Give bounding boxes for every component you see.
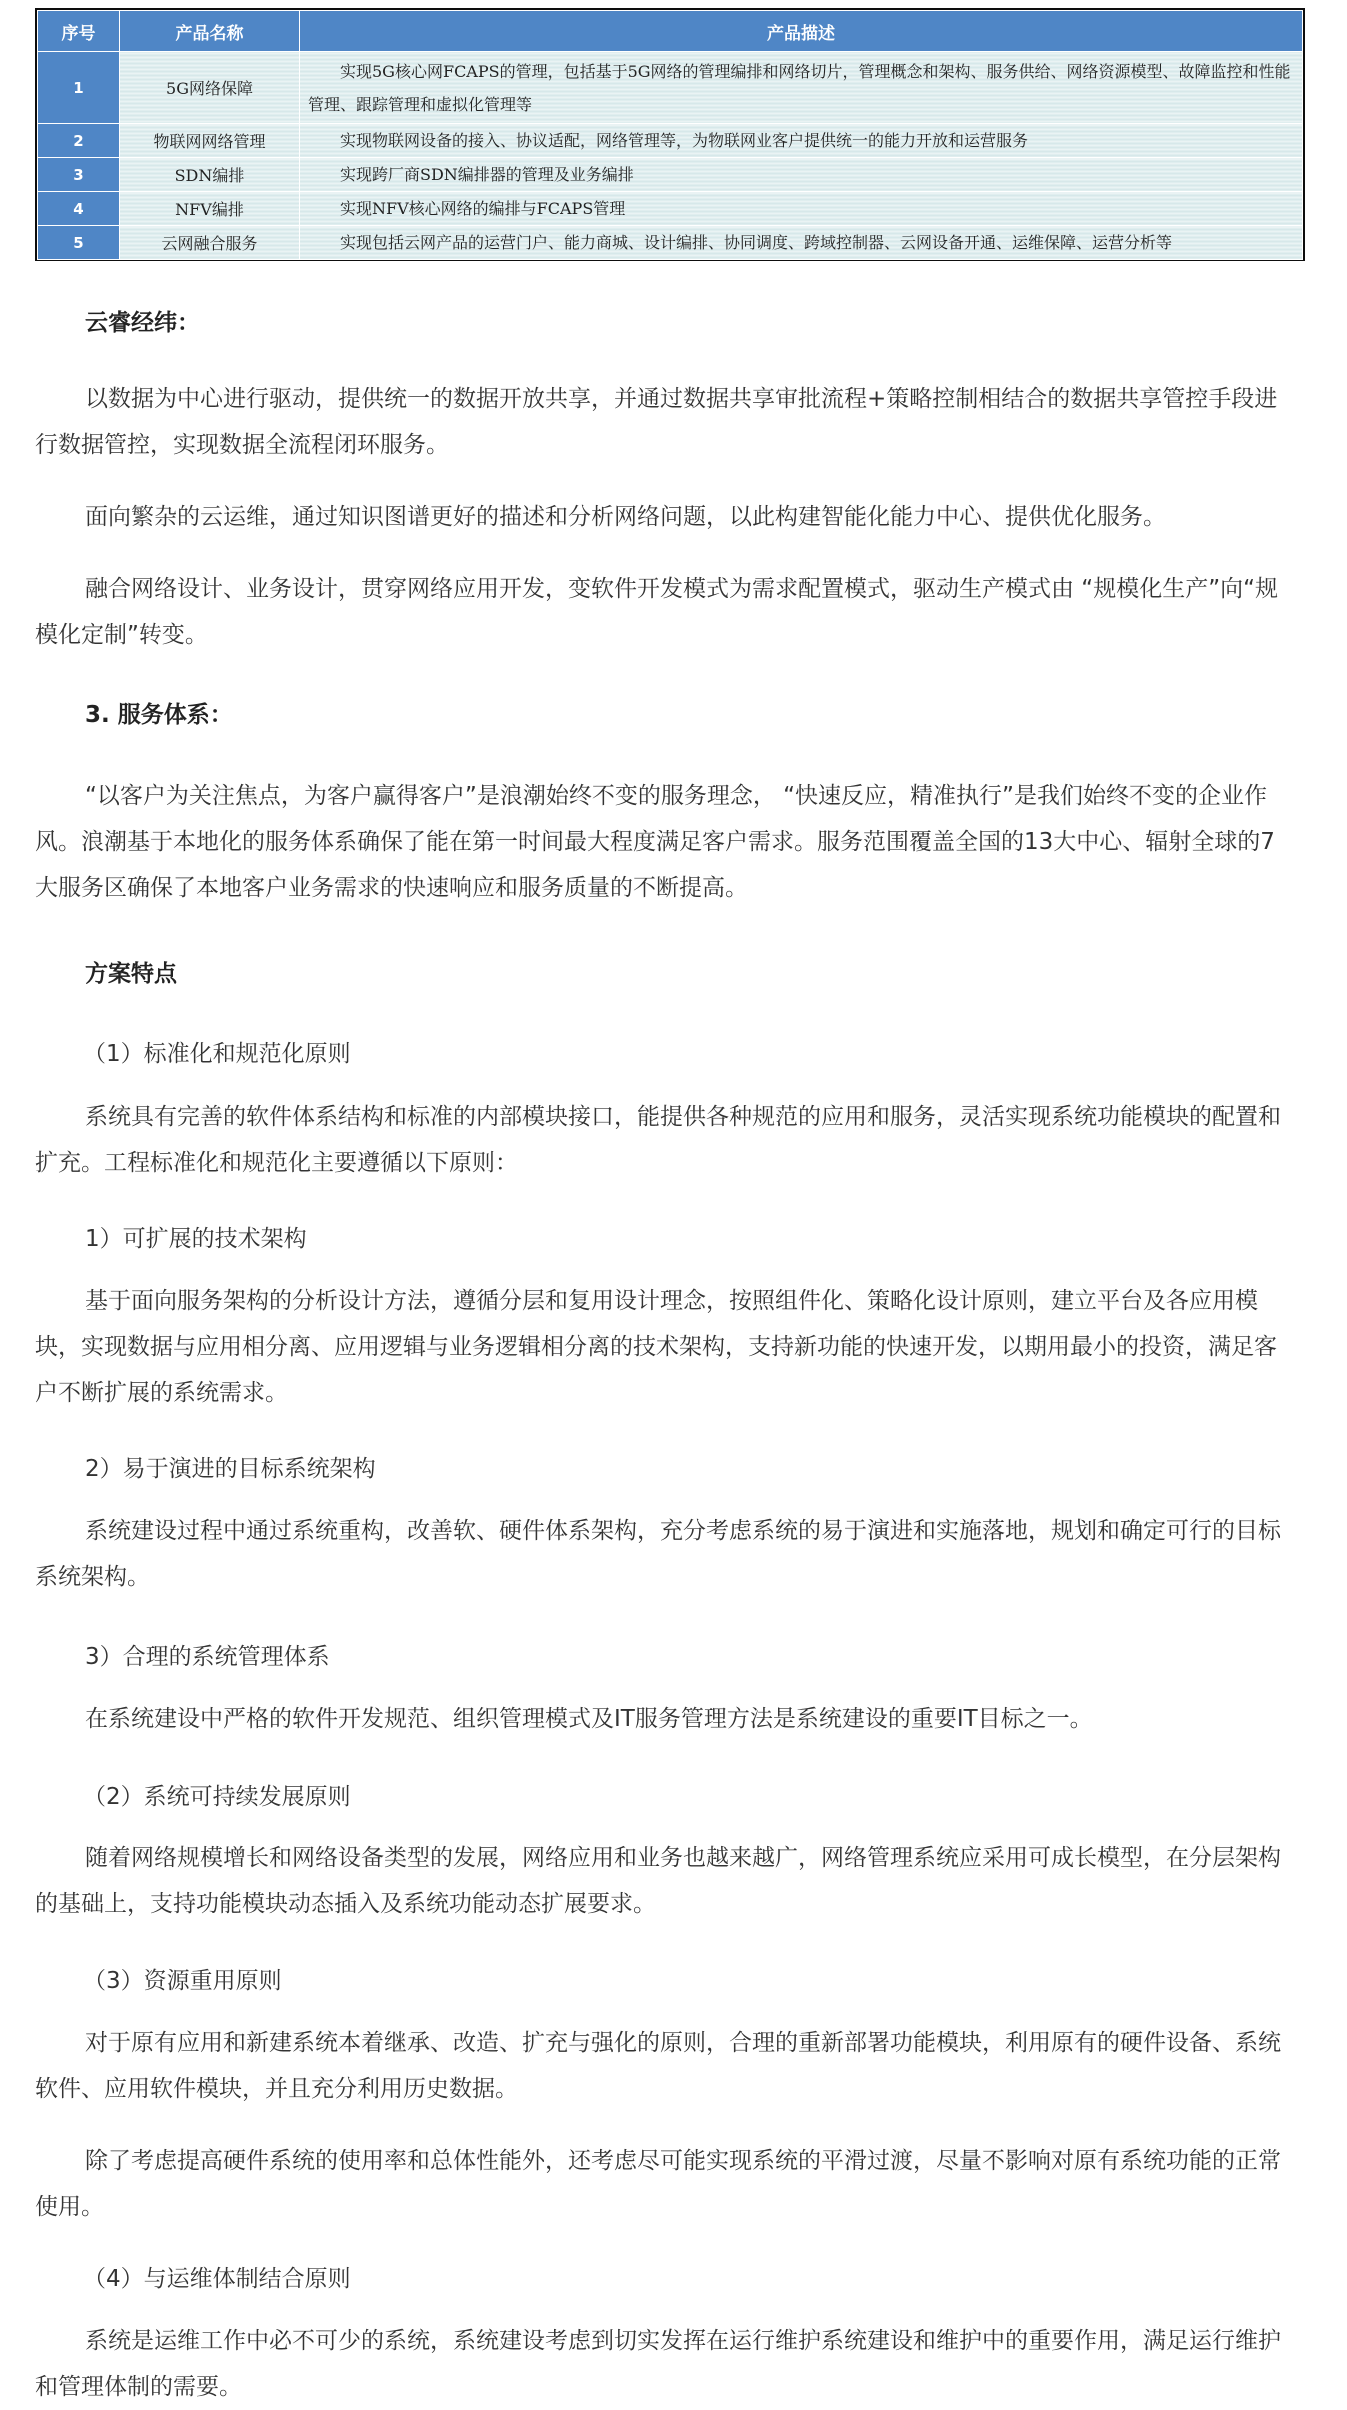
paragraph: 面向繁杂的云运维，通过知识图谱更好的描述和分析网络问题，以此构建智能化能力中心、提供优化服务。 — [85, 504, 1166, 530]
row-product-desc: 实现跨厂商SDN编排器的管理及业务编排 — [300, 158, 1303, 192]
table-row — [38, 192, 1303, 226]
paragraph: 以数据为中心进行驱动，提供统一的数据开放共享，并通过数据共享审批流程+策略控制相结合的数据共享管控手段进行数据管控，实现数据全流程闭环服务。 — [35, 386, 1278, 458]
paragraph: 对于原有应用和新建系统本着继承、改造、扩充与强化的原则，合理的重新部署功能模块，利用原有的硬件设备、系统软件、应用软件模块，并且充分利用历史数据。 — [35, 2030, 1281, 2102]
sub-heading: （3）资源重用原则 — [83, 1968, 282, 1994]
paragraph: 系统是运维工作中必不可少的系统，系统建设考虑到切实发挥在运行维护系统建设和维护中的重要作用，满足运行维护和管理体制的需要。 — [35, 2328, 1281, 2400]
row-index: 5 — [38, 226, 120, 260]
section-heading-service: 3. 服务体系： — [85, 702, 233, 728]
table-row — [38, 124, 1303, 158]
row-product-name: SDN编排 — [120, 158, 300, 192]
row-product-desc: 实现物联网设备的接入、协议适配，网络管理等，为物联网业客户提供统一的能力开放和运营服务 — [300, 124, 1303, 158]
table-row — [38, 158, 1303, 192]
sub-heading: （4）与运维体制结合原则 — [83, 2266, 351, 2292]
row-product-name: 物联网网络管理 — [120, 124, 300, 158]
table-row — [38, 226, 1303, 260]
table-header-row — [38, 11, 1303, 52]
product-table — [37, 10, 1303, 260]
row-product-desc: 实现NFV核心网络的编排与FCAPS管理 — [300, 192, 1303, 226]
sub-heading: 3）合理的系统管理体系 — [85, 1644, 330, 1670]
row-index: 3 — [38, 158, 120, 192]
row-product-name: 云网融合服务 — [120, 226, 300, 260]
paragraph: 基于面向服务架构的分析设计方法，遵循分层和复用设计理念，按照组件化、策略化设计原则，建立平台及各应用模块，实现数据与应用相分离、应用逻辑与业务逻辑相分离的技术架构，支持新功能的快速开发，以期用最小的投资，满足客户不断扩展的系统需求。 — [35, 1288, 1277, 1406]
paragraph: “以客户为关注焦点，为客户赢得客户”是浪潮始终不变的服务理念， “快速反应，精准执行”是我们始终不变的企业作风。浪潮基于本地化的服务体系确保了能在第一时间最大程度满足客户需求。服务范围覆盖全国的13大中心、辐射全球的7大服务区确保了本地客户业务需求的快速响应和服务质量的不断提高。 — [35, 783, 1275, 901]
row-index: 1 — [38, 52, 120, 124]
header-product-name: 产品名称 — [120, 11, 300, 52]
paragraph: 融合网络设计、业务设计，贯穿网络应用开发，变软件开发模式为需求配置模式，驱动生产模式由 “规模化生产”向“规模化定制”转变。 — [35, 576, 1279, 648]
paragraph: 系统建设过程中通过系统重构，改善软、硬件体系架构，充分考虑系统的易于演进和实施落地，规划和确定可行的目标系统架构。 — [35, 1518, 1281, 1590]
row-product-desc: 实现包括云网产品的运营门户、能力商城、设计编排、协同调度、跨域控制器、云网设备开通、运维保障、运营分析等 — [300, 226, 1303, 260]
row-product-desc: 实现5G核心网FCAPS的管理，包括基于5G网络的管理编排和网络切片，管理概念和架构、服务供给、网络资源模型、故障监控和性能管理、跟踪管理和虚拟化管理等 — [300, 52, 1303, 124]
product-table-container — [35, 8, 1305, 261]
section-heading-yunrui: 云睿经纬： — [85, 310, 200, 336]
sub-heading: 2）易于演进的目标系统架构 — [85, 1456, 376, 1482]
header-product-desc: 产品描述 — [300, 11, 1303, 52]
paragraph: 除了考虑提高硬件系统的使用率和总体性能外，还考虑尽可能实现系统的平滑过渡，尽量不影响对原有系统功能的正常使用。 — [35, 2148, 1281, 2220]
header-index: 序号 — [38, 11, 120, 52]
sub-heading: 1）可扩展的技术架构 — [85, 1226, 307, 1252]
sub-heading: （2）系统可持续发展原则 — [83, 1784, 351, 1810]
sub-heading: （1）标准化和规范化原则 — [83, 1041, 351, 1067]
paragraph: 系统具有完善的软件体系结构和标准的内部模块接口，能提供各种规范的应用和服务，灵活实现系统功能模块的配置和扩充。工程标准化和规范化主要遵循以下原则： — [35, 1104, 1281, 1176]
section-heading-features: 方案特点 — [85, 961, 177, 987]
paragraph: 随着网络规模增长和网络设备类型的发展，网络应用和业务也越来越广，网络管理系统应采用可成长模型，在分层架构的基础上，支持功能模块动态插入及系统功能动态扩展要求。 — [35, 1845, 1281, 1917]
row-index: 2 — [38, 124, 120, 158]
row-product-name: NFV编排 — [120, 192, 300, 226]
row-product-name: 5G网络保障 — [120, 52, 300, 124]
row-index: 4 — [38, 192, 120, 226]
table-row — [38, 52, 1303, 124]
paragraph: 在系统建设中严格的软件开发规范、组织管理模式及IT服务管理方法是系统建设的重要IT目标之一。 — [85, 1706, 1093, 1732]
